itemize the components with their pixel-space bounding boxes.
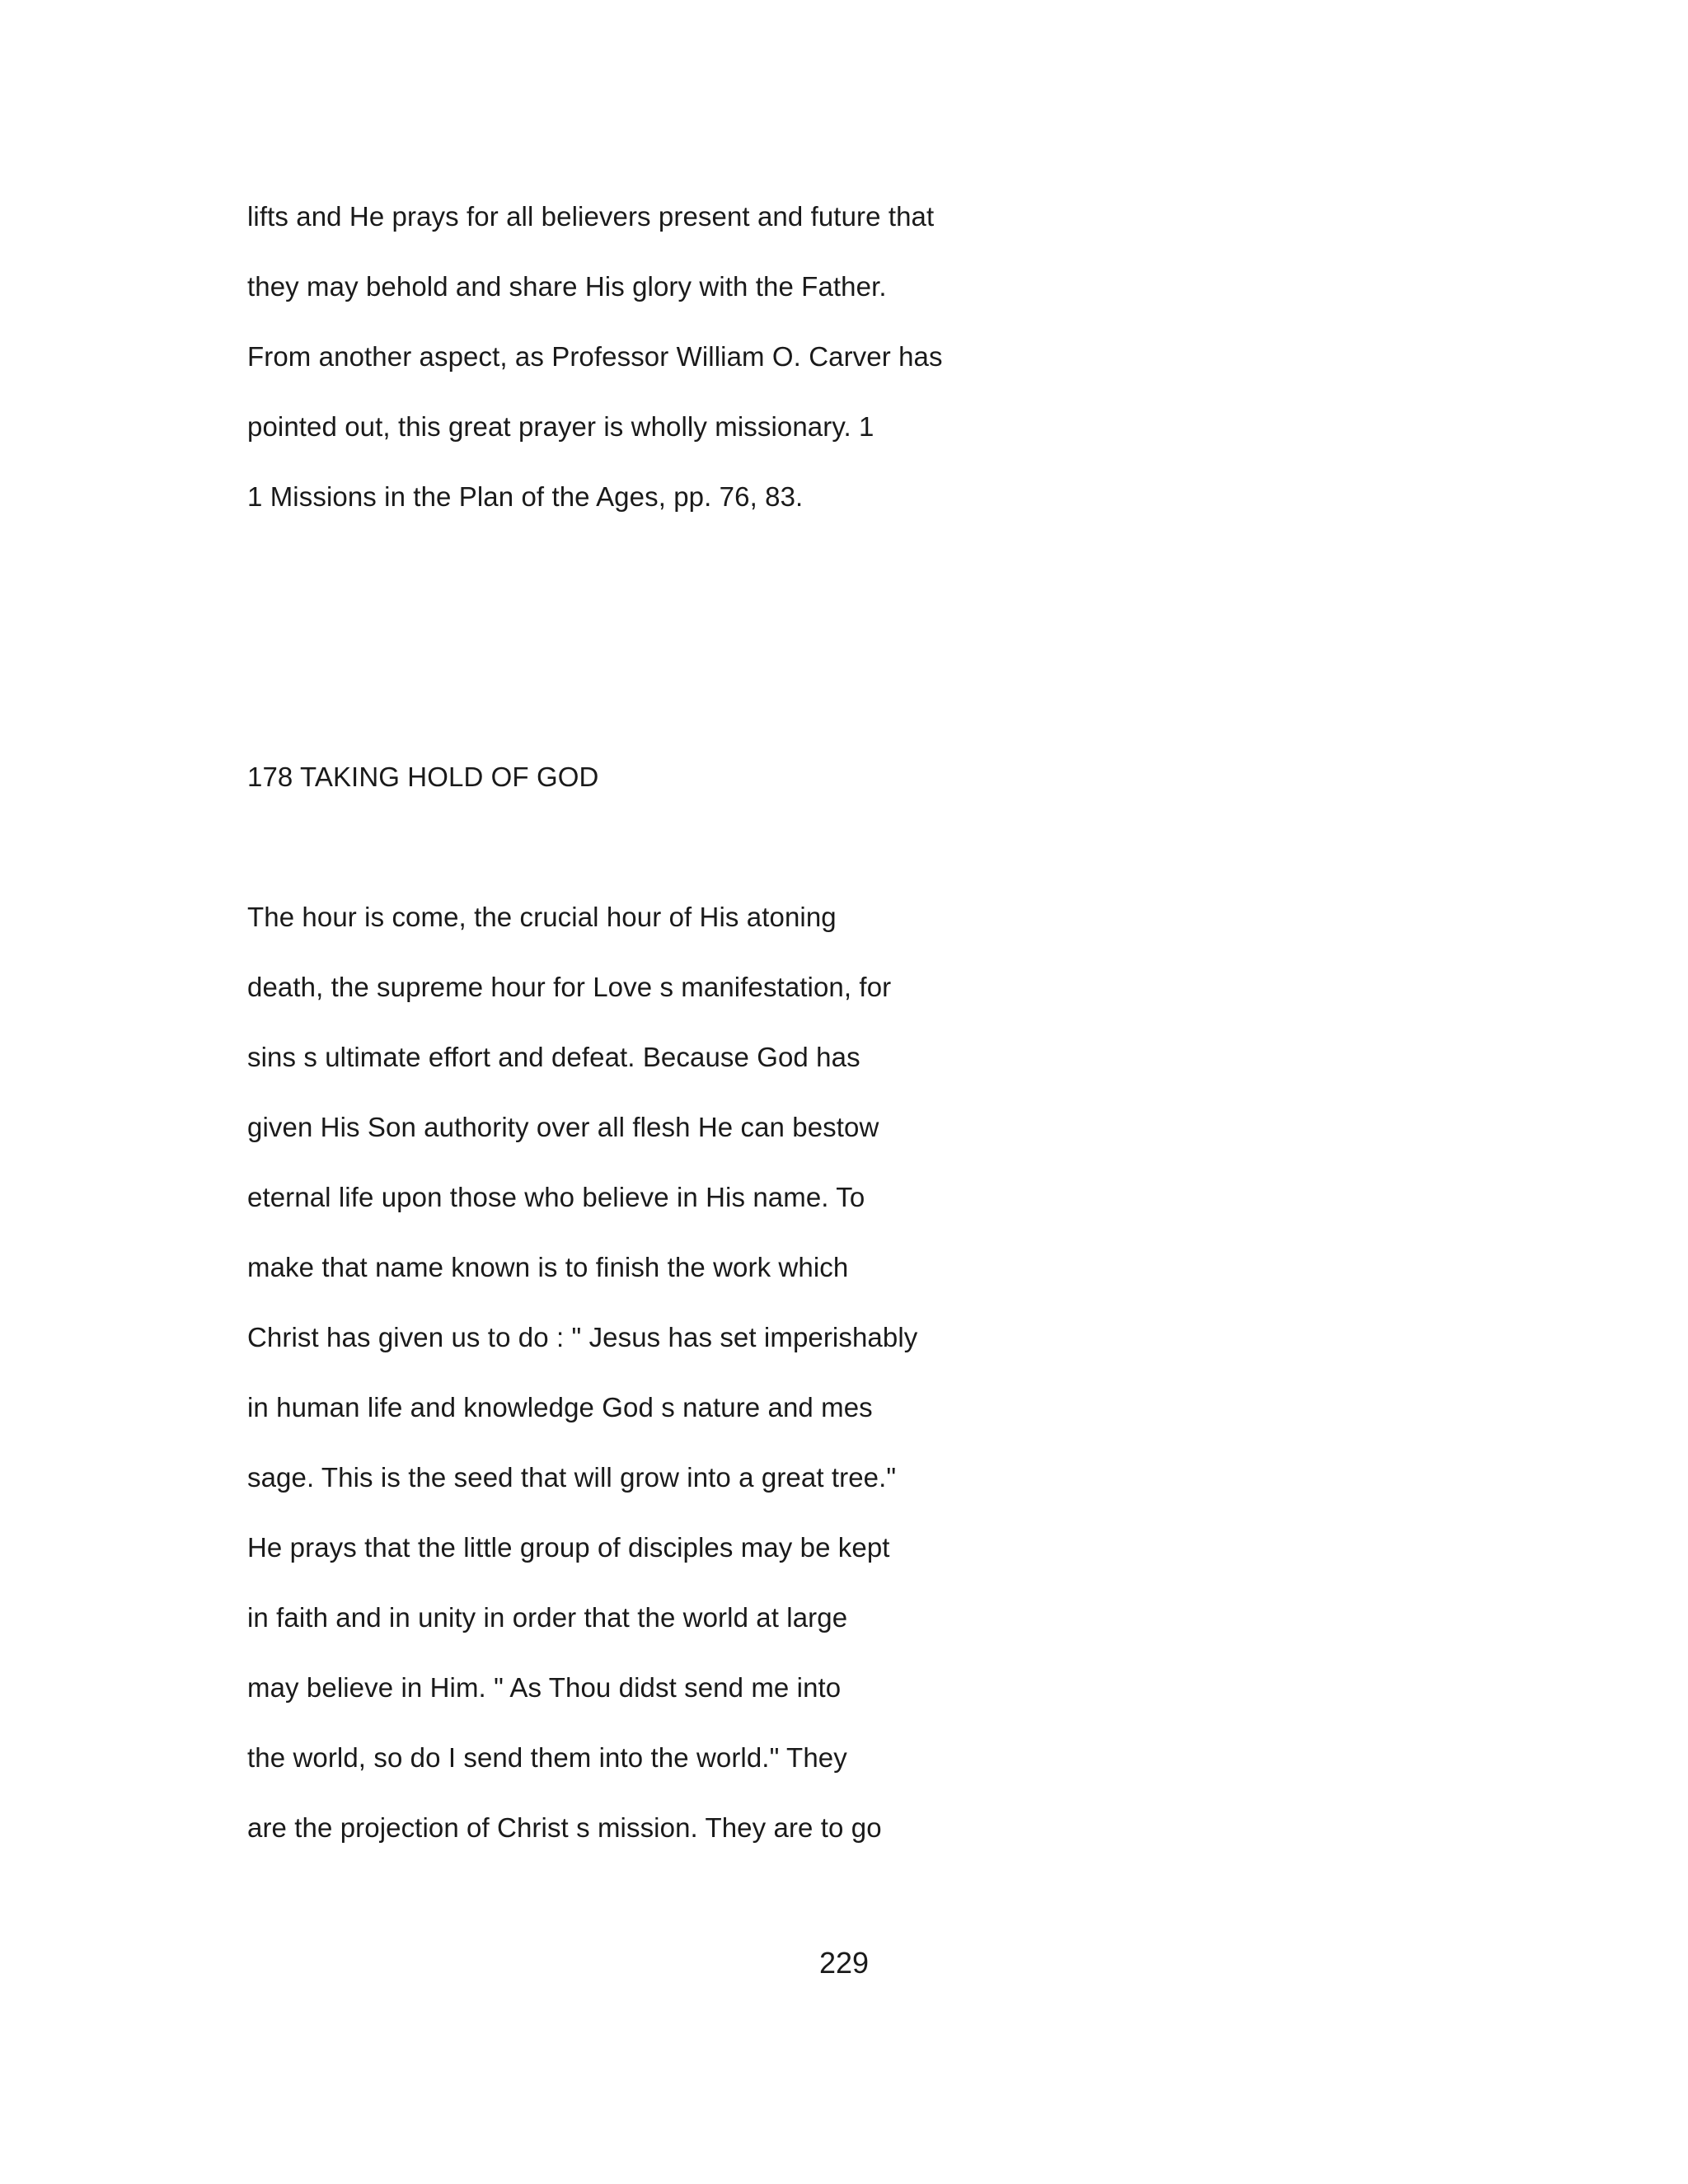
text-line: eternal life upon those who believe in His name. To: [247, 1182, 865, 1212]
page-number: 229: [818, 1946, 870, 1980]
text-line: sage. This is the seed that will grow into a great tree.": [247, 1462, 897, 1493]
text-line: pointed out, this great prayer is wholly missionary. 1: [247, 411, 874, 442]
text-line: given His Son authority over all flesh He can bestow: [247, 1112, 879, 1142]
text-line: make that name known is to finish the work which: [247, 1252, 849, 1282]
footnote: 1 Missions in the Plan of the Ages, pp. 76, 83.: [247, 481, 804, 512]
text-line: are the projection of Christ s mission. They are to go: [247, 1812, 882, 1843]
text-line: they may behold and share His glory with the Father.: [247, 271, 887, 302]
text-line: in human life and knowledge God s nature and mes: [247, 1392, 873, 1422]
text-line: lifts and He prays for all believers present and future that: [247, 201, 935, 232]
text-line: Christ has given us to do : " Jesus has set imperishably: [247, 1322, 918, 1352]
text-line: in faith and in unity in order that the world at large: [247, 1602, 848, 1633]
text-line: From another aspect, as Professor William O. Carver has: [247, 341, 943, 372]
running-header: 178 TAKING HOLD OF GOD: [247, 762, 599, 792]
text-line: The hour is come, the crucial hour of His atoning: [247, 902, 837, 932]
text-line: may believe in Him. " As Thou didst send me into: [247, 1672, 842, 1703]
text-line: sins s ultimate effort and defeat. Because God has: [247, 1042, 860, 1072]
text-line: He prays that the little group of disciples may be kept: [247, 1532, 890, 1563]
text-line: the world, so do I send them into the world." They: [247, 1742, 847, 1773]
text-line: death, the supreme hour for Love s manifestation, for: [247, 972, 892, 1002]
